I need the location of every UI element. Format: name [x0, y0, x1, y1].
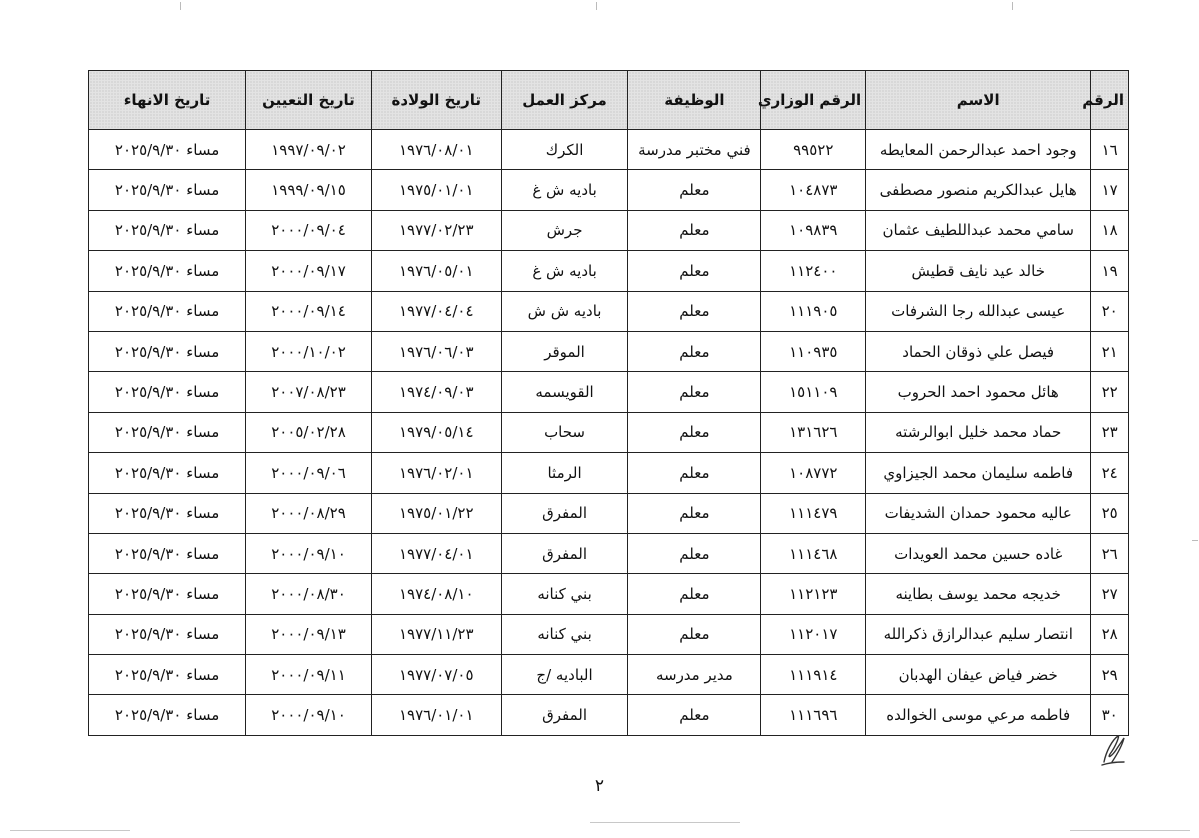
cell-end-date: مساء ٢٠٢٥/٩/٣٠	[89, 574, 246, 614]
cell-job: معلم	[628, 291, 761, 331]
cell-job: فني مختبر مدرسة	[628, 130, 761, 170]
cell-end-date: مساء ٢٠٢٥/٩/٣٠	[89, 533, 246, 573]
cell-end-date: مساء ٢٠٢٥/٩/٣٠	[89, 331, 246, 371]
cell-birth-date: ١٩٧٩/٠٥/١٤	[371, 412, 501, 452]
cell-job: معلم	[628, 372, 761, 412]
cell-work-center: المفرق	[501, 533, 628, 573]
cell-work-center: بني كنانه	[501, 614, 628, 654]
cell-appointment-date: ١٩٩٩/٠٩/١٥	[246, 170, 372, 210]
cell-work-center: المفرق	[501, 493, 628, 533]
cell-appointment-date: ٢٠٠٠/٠٩/١٠	[246, 695, 372, 735]
header-appointment-date: تاريخ التعيين	[246, 71, 372, 130]
cell-birth-date: ١٩٧٧/٠٢/٢٣	[371, 210, 501, 250]
cell-birth-date: ١٩٧٦/٠٥/٠١	[371, 251, 501, 291]
cell-name: فيصل علي ذوقان الحماد	[866, 331, 1091, 371]
cell-birth-date: ١٩٧٥/٠١/٠١	[371, 170, 501, 210]
cell-seq: ١٨	[1091, 210, 1129, 250]
cell-ministry-number: ١١٢٠١٧	[761, 614, 866, 654]
cell-appointment-date: ٢٠٠٠/٠٩/١٧	[246, 251, 372, 291]
cell-job: معلم	[628, 210, 761, 250]
cell-birth-date: ١٩٧٦/٠٦/٠٣	[371, 331, 501, 371]
table-row	[89, 331, 1129, 371]
cell-appointment-date: ٢٠٠٠/٠٩/٠٤	[246, 210, 372, 250]
cell-job: معلم	[628, 574, 761, 614]
cell-work-center: المفرق	[501, 695, 628, 735]
cell-birth-date: ١٩٧٥/٠١/٢٢	[371, 493, 501, 533]
cell-job: معلم	[628, 331, 761, 371]
signature-mark	[1098, 732, 1128, 768]
cell-ministry-number: ١١١٤٦٨	[761, 533, 866, 573]
cell-birth-date: ١٩٧٧/١١/٢٣	[371, 614, 501, 654]
cell-work-center: القويسمه	[501, 372, 628, 412]
footer-rule	[590, 822, 740, 823]
cell-work-center: الموقر	[501, 331, 628, 371]
cell-name: غاده حسين محمد العويدات	[866, 533, 1091, 573]
cell-end-date: مساء ٢٠٢٥/٩/٣٠	[89, 170, 246, 210]
cell-seq: ٢٩	[1091, 655, 1129, 695]
cell-end-date: مساء ٢٠٢٥/٩/٣٠	[89, 493, 246, 533]
footer-rule	[1070, 830, 1190, 831]
cell-appointment-date: ٢٠٠٥/٠٢/٢٨	[246, 412, 372, 452]
cell-name: انتصار سليم عبدالرازق ذكرالله	[866, 614, 1091, 654]
cell-name: هايل عبدالكريم منصور مصطفى	[866, 170, 1091, 210]
cell-appointment-date: ٢٠٠٠/١٠/٠٢	[246, 331, 372, 371]
table-row	[89, 695, 1129, 735]
cell-name: سامي محمد عبداللطيف عثمان	[866, 210, 1091, 250]
cell-end-date: مساء ٢٠٢٥/٩/٣٠	[89, 655, 246, 695]
cell-ministry-number: ١١١٦٩٦	[761, 695, 866, 735]
cell-ministry-number: ١٥١١٠٩	[761, 372, 866, 412]
cell-appointment-date: ٢٠٠٠/٠٩/١٣	[246, 614, 372, 654]
cell-work-center: باديه ش غ	[501, 170, 628, 210]
cell-end-date: مساء ٢٠٢٥/٩/٣٠	[89, 453, 246, 493]
page-number: ٢	[594, 776, 605, 796]
header-ministry-number: الرقم الوزاري	[761, 71, 866, 130]
cell-work-center: الرمثا	[501, 453, 628, 493]
table-row	[89, 291, 1129, 331]
scan-mark	[1192, 540, 1198, 541]
cell-birth-date: ١٩٧٤/٠٩/٠٣	[371, 372, 501, 412]
cell-name: فاطمه مرعي موسى الخوالده	[866, 695, 1091, 735]
cell-name: فاطمه سليمان محمد الجيزاوي	[866, 453, 1091, 493]
cell-work-center: جرش	[501, 210, 628, 250]
cell-ministry-number: ١١٠٩٣٥	[761, 331, 866, 371]
cell-seq: ٢٠	[1091, 291, 1129, 331]
cell-ministry-number: ١١١٩٠٥	[761, 291, 866, 331]
table-row	[89, 655, 1129, 695]
cell-work-center: باديه ش ش	[501, 291, 628, 331]
cell-job: مدير مدرسه	[628, 655, 761, 695]
cell-ministry-number: ١١١٩١٤	[761, 655, 866, 695]
cell-seq: ٢٢	[1091, 372, 1129, 412]
cell-end-date: مساء ٢٠٢٥/٩/٣٠	[89, 372, 246, 412]
scan-mark	[180, 2, 181, 10]
scan-mark	[1012, 2, 1013, 10]
cell-job: معلم	[628, 170, 761, 210]
cell-name: حماد محمد خليل ابوالرشته	[866, 412, 1091, 452]
table-body	[89, 130, 1129, 736]
cell-appointment-date: ٢٠٠٠/٠٨/٣٠	[246, 574, 372, 614]
table-row	[89, 533, 1129, 573]
cell-appointment-date: ٢٠٠٠/٠٨/٢٩	[246, 493, 372, 533]
cell-work-center: سحاب	[501, 412, 628, 452]
table-row	[89, 210, 1129, 250]
cell-name: خديجه محمد يوسف بطاينه	[866, 574, 1091, 614]
table-row	[89, 372, 1129, 412]
cell-job: معلم	[628, 251, 761, 291]
cell-birth-date: ١٩٧٦/٠١/٠١	[371, 695, 501, 735]
cell-work-center: الباديه /ج	[501, 655, 628, 695]
cell-appointment-date: ٢٠٠٠/٠٩/٠٦	[246, 453, 372, 493]
cell-end-date: مساء ٢٠٢٥/٩/٣٠	[89, 130, 246, 170]
header-name: الاسم	[866, 71, 1091, 130]
cell-seq: ٣٠	[1091, 695, 1129, 735]
cell-end-date: مساء ٢٠٢٥/٩/٣٠	[89, 251, 246, 291]
cell-birth-date: ١٩٧٦/٠٢/٠١	[371, 453, 501, 493]
cell-job: معلم	[628, 412, 761, 452]
cell-seq: ١٦	[1091, 130, 1129, 170]
table-row	[89, 170, 1129, 210]
header-end-date: تاريخ الانهاء	[89, 71, 246, 130]
cell-name: خضر فياض عيفان الهدبان	[866, 655, 1091, 695]
table-row	[89, 453, 1129, 493]
cell-end-date: مساء ٢٠٢٥/٩/٣٠	[89, 210, 246, 250]
cell-appointment-date: ٢٠٠٠/٠٩/١١	[246, 655, 372, 695]
cell-seq: ٢٤	[1091, 453, 1129, 493]
cell-job: معلم	[628, 453, 761, 493]
cell-birth-date: ١٩٧٤/٠٨/١٠	[371, 574, 501, 614]
cell-birth-date: ١٩٧٧/٠٤/٠٤	[371, 291, 501, 331]
cell-ministry-number: ١١٢٤٠٠	[761, 251, 866, 291]
cell-ministry-number: ١٠٩٨٣٩	[761, 210, 866, 250]
cell-seq: ٢٣	[1091, 412, 1129, 452]
footer-rule	[10, 830, 130, 831]
table-row	[89, 130, 1129, 170]
cell-ministry-number: ١٠٨٧٧٢	[761, 453, 866, 493]
cell-name: هائل محمود احمد الحروب	[866, 372, 1091, 412]
cell-job: معلم	[628, 614, 761, 654]
cell-job: معلم	[628, 695, 761, 735]
cell-end-date: مساء ٢٠٢٥/٩/٣٠	[89, 291, 246, 331]
header-job: الوظيفة	[628, 71, 761, 130]
cell-seq: ٢١	[1091, 331, 1129, 371]
cell-ministry-number: ١٠٤٨٧٣	[761, 170, 866, 210]
cell-birth-date: ١٩٧٧/٠٧/٠٥	[371, 655, 501, 695]
cell-seq: ٢٥	[1091, 493, 1129, 533]
header-birth-date: تاريخ الولادة	[371, 71, 501, 130]
cell-seq: ٢٦	[1091, 533, 1129, 573]
employees-table	[88, 70, 1129, 736]
cell-end-date: مساء ٢٠٢٥/٩/٣٠	[89, 412, 246, 452]
header-work-center: مركز العمل	[501, 71, 628, 130]
cell-birth-date: ١٩٧٧/٠٤/٠١	[371, 533, 501, 573]
cell-job: معلم	[628, 493, 761, 533]
cell-seq: ٢٧	[1091, 574, 1129, 614]
cell-name: خالد عيد نايف قطيش	[866, 251, 1091, 291]
cell-end-date: مساء ٢٠٢٥/٩/٣٠	[89, 614, 246, 654]
cell-ministry-number: ٩٩٥٢٢	[761, 130, 866, 170]
cell-ministry-number: ١١١٤٧٩	[761, 493, 866, 533]
cell-appointment-date: ٢٠٠٠/٠٩/١٠	[246, 533, 372, 573]
cell-appointment-date: ٢٠٠٧/٠٨/٢٣	[246, 372, 372, 412]
cell-name: وجود احمد عبدالرحمن المعايطه	[866, 130, 1091, 170]
cell-name: عاليه محمود حمدان الشديفات	[866, 493, 1091, 533]
cell-ministry-number: ١٣١٦٢٦	[761, 412, 866, 452]
table-row	[89, 251, 1129, 291]
table-row	[89, 574, 1129, 614]
cell-job: معلم	[628, 533, 761, 573]
scan-mark	[596, 2, 597, 10]
table-row	[89, 412, 1129, 452]
cell-seq: ١٩	[1091, 251, 1129, 291]
cell-ministry-number: ١١٢١٢٣	[761, 574, 866, 614]
cell-end-date: مساء ٢٠٢٥/٩/٣٠	[89, 695, 246, 735]
cell-appointment-date: ٢٠٠٠/٠٩/١٤	[246, 291, 372, 331]
cell-birth-date: ١٩٧٦/٠٨/٠١	[371, 130, 501, 170]
table-row	[89, 614, 1129, 654]
cell-seq: ٢٨	[1091, 614, 1129, 654]
cell-name: عيسى عبدالله رجا الشرفات	[866, 291, 1091, 331]
table-header-row	[89, 71, 1129, 130]
cell-work-center: الكرك	[501, 130, 628, 170]
header-seq: الرقم	[1091, 71, 1129, 130]
cell-work-center: باديه ش غ	[501, 251, 628, 291]
cell-appointment-date: ١٩٩٧/٠٩/٠٢	[246, 130, 372, 170]
table-row	[89, 493, 1129, 533]
cell-work-center: بني كنانه	[501, 574, 628, 614]
cell-seq: ١٧	[1091, 170, 1129, 210]
